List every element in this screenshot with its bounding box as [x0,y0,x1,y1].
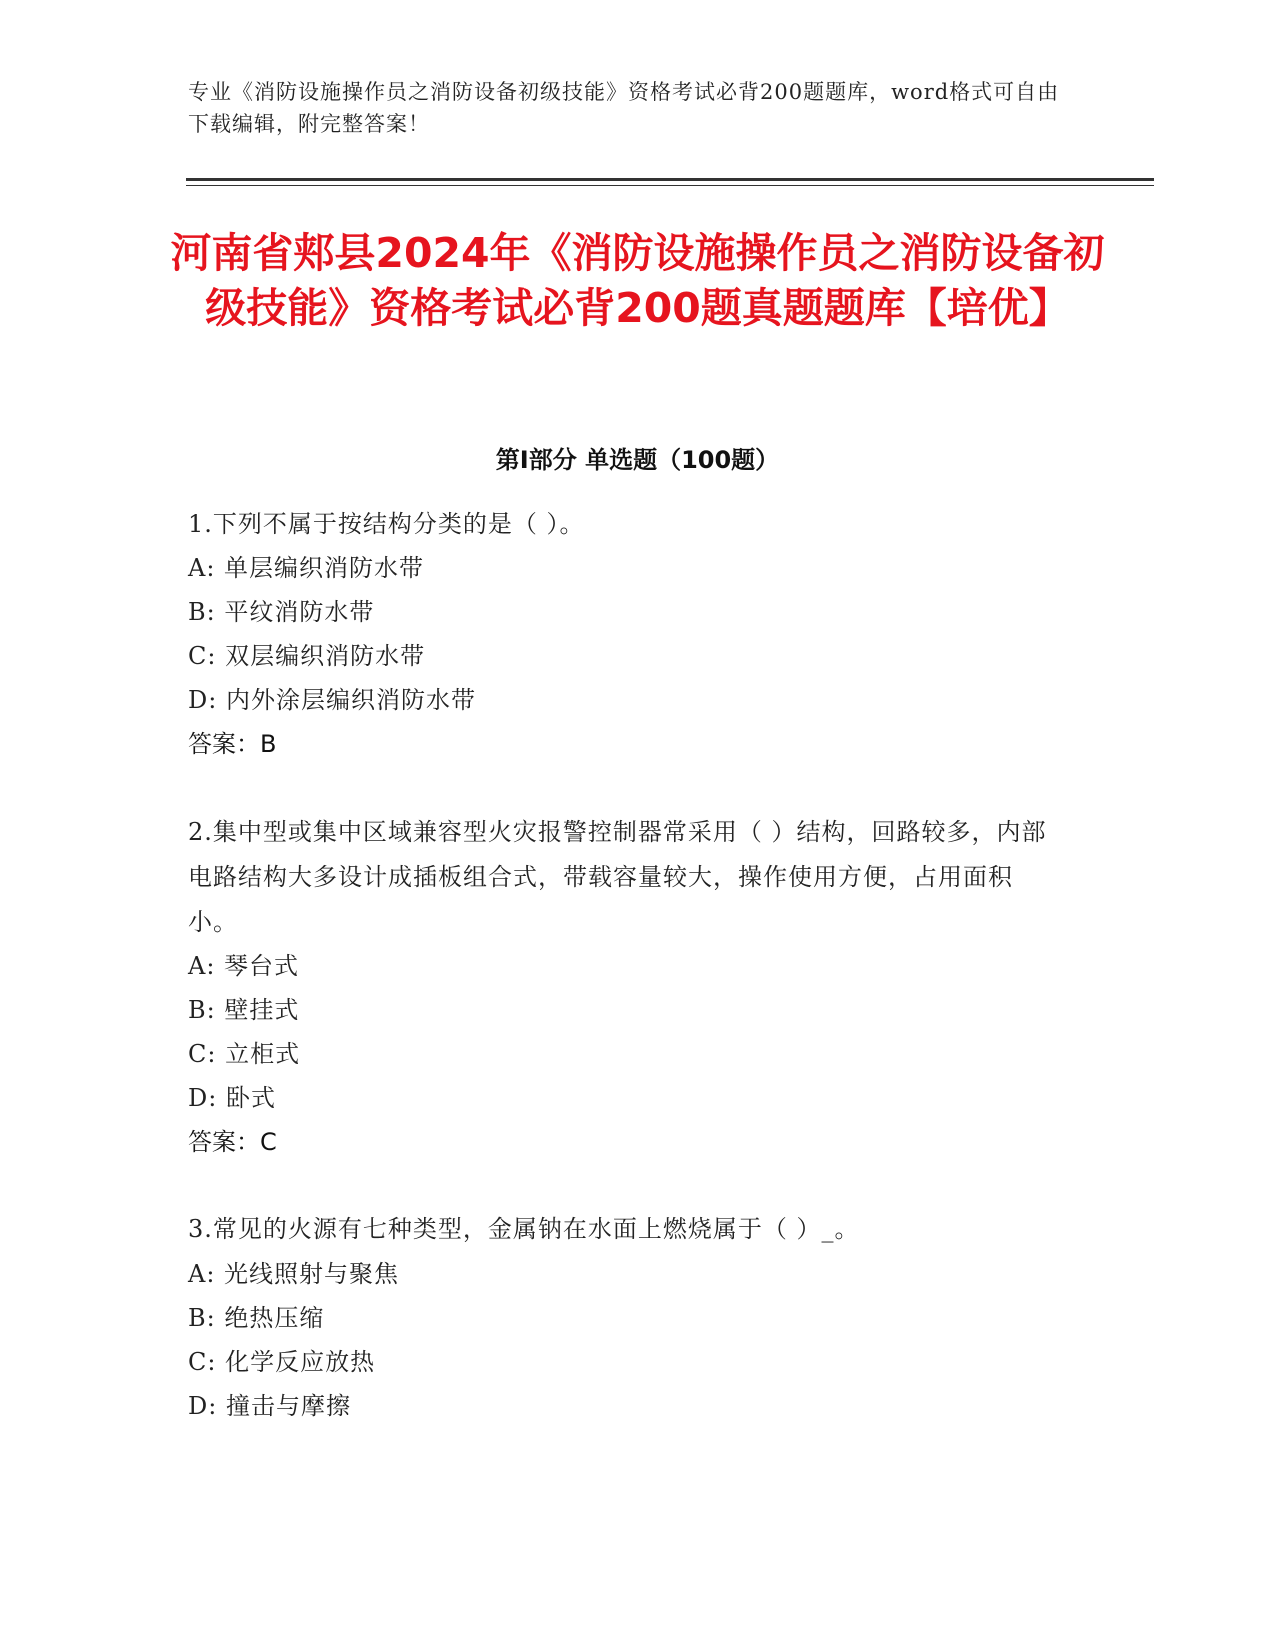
question-2-answer: 答案：C [188,1128,277,1156]
question-3-option-c: C: 化学反应放热 [188,1348,376,1376]
document-title: 河南省郏县2024年《消防设施操作员之消防设备初级技能》资格考试必背200题真题题库【培优】 [170,229,1105,332]
header-note: 专业《消防设施操作员之消防设备初级技能》资格考试必背200题题库，word格式可自由下载编辑，附完整答案！ [188,80,1060,136]
question-3-option-d: D: 撞击与摩擦 [188,1392,351,1420]
question-1-stem: 1.下列不属于按结构分类的是（ ）。 [188,510,585,538]
header-rule-thin [186,185,1154,186]
question-1-option-d: D: 内外涂层编织消防水带 [188,686,476,714]
header-rule-thick [186,178,1154,181]
question-1-option-b: B: 平纹消防水带 [188,598,375,626]
question-3-option-a: A: 光线照射与聚焦 [188,1260,400,1288]
question-1-option-a: A: 单层编织消防水带 [188,554,425,582]
question-1-option-c: C: 双层编织消防水带 [188,642,426,670]
question-2-option-d: D: 卧式 [188,1084,276,1112]
question-3-stem: 3.常见的火源有七种类型，金属钠在水面上燃烧属于（ ）_。 [188,1215,860,1243]
question-1-answer: 答案：B [188,730,277,758]
question-2-stem: 2.集中型或集中区域兼容型火灾报警控制器常采用（ ）结构，回路较多，内部电路结构大多设计成插板组合式，带载容量较大，操作使用方便，占用面积小。 [188,818,1047,936]
question-2-option-b: B: 壁挂式 [188,996,300,1024]
question-3-option-b: B: 绝热压缩 [188,1304,325,1332]
section-title: 第Ⅰ部分 单选题（100题） [495,446,780,474]
question-2-option-a: A: 琴台式 [188,952,300,980]
question-2-option-c: C: 立柜式 [188,1040,301,1068]
